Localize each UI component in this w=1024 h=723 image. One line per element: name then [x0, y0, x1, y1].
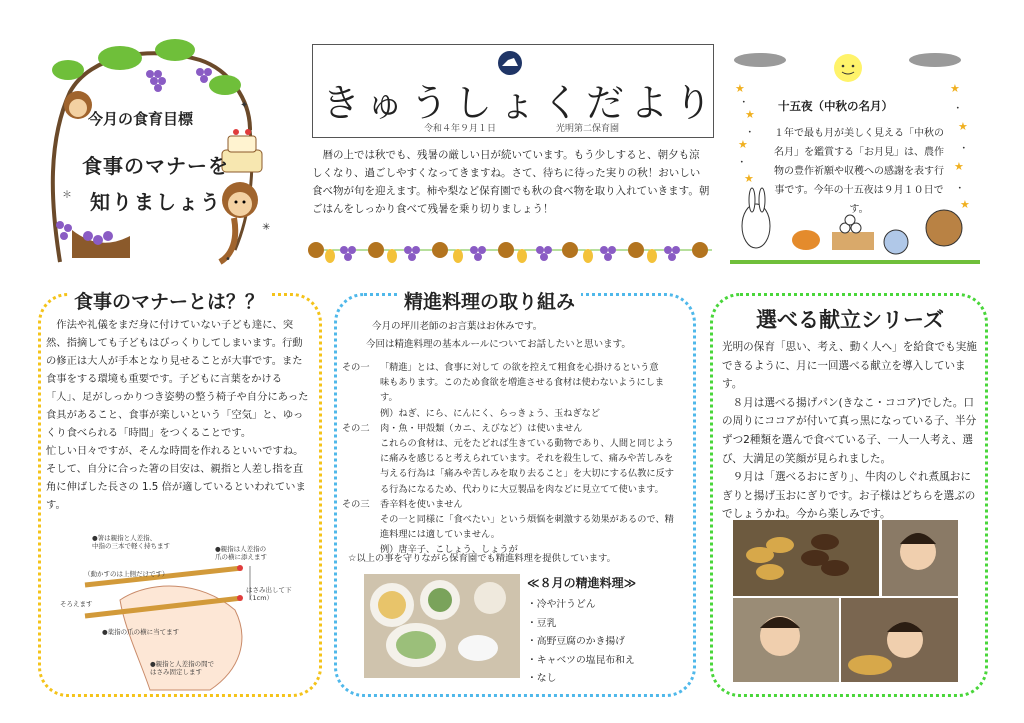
- intro-paragraph: 暦の上では秋でも、残暑の厳しい日が続いています。もう少しすると、朝夕も涼しくなり、過ごしやすくなってきますね。さて、待ちに待った実りの秋！おいしい食べ物が旬を迎えます。柿や梨など保育園でも秋の食べ物を取り入れていきます。朝ごはんをしっかり食べて残暑を乗り切りましょう！: [312, 149, 710, 215]
- chopsticks-caption-thumb: ●親指は人差指の 爪の横に添えます: [215, 545, 267, 561]
- rule-label: その三: [342, 498, 370, 510]
- rule-text: 肉・魚・甲殻類（カニ、えびなど）は使いません: [380, 422, 583, 434]
- svg-text:•: •: [740, 159, 744, 166]
- chopsticks-caption-fix: ●親指と人差指の間で はさみ固定します: [150, 660, 215, 676]
- svg-text:★: ★: [744, 172, 754, 185]
- newsletter-title: きゅうしょくだより: [322, 81, 719, 125]
- august-menu-list: [527, 596, 635, 689]
- rule-detail: これらの食材は、元をたどれば生きている動物であり、人間と同じように痛みを感じると考えられています。それを殺生して、痛みや苦しみを与える行為は「痛みや苦しみを取り去ること」を大切にする仏教に反する行為になるため、代わりに大豆製品を肉などに見立てて使います。: [380, 438, 674, 495]
- organization-name: 光明第二保育園: [556, 124, 620, 134]
- jugoya-text: １年で最も月が美しく見える「中秋の名月」を鑑賞する「お月見」は、農作物の豊作祈願や収穫への感謝を表す行事です。今年の十五夜は９月１０日です。: [774, 128, 944, 215]
- chestnut-grape-border: [308, 242, 712, 263]
- rule-item: [342, 497, 680, 558]
- svg-text:•: •: [956, 105, 960, 112]
- svg-text:✦: ✦: [240, 100, 249, 111]
- rule-item: [342, 421, 680, 497]
- menu-item: ・なし: [527, 673, 557, 684]
- menu-item: ・キャベツの塩昆布和え: [527, 654, 635, 666]
- chopsticks-caption-ring-finger: ●薬指の爪の横に当てます: [102, 628, 180, 636]
- chopsticks-caption-tip: はさみ出して下 （1cm）: [246, 586, 292, 602]
- shojin-footer: ☆以上の事を守りながら保育園でも精進料理を提供しています。: [348, 553, 616, 564]
- rule-detail: その一と同様に「食べたい」という煩悩を刺激する効果があるので、精進料理には適していません。 例）唐辛子、こしょう、しょうが: [380, 514, 674, 556]
- svg-text:✳: ✳: [262, 222, 271, 233]
- menu-item: ・冷や汁うどん: [527, 599, 596, 610]
- svg-text:•: •: [748, 129, 752, 136]
- svg-text:＊: ＊: [62, 190, 72, 201]
- rule-item: [342, 360, 680, 421]
- shojin-rules: [342, 360, 680, 558]
- chopsticks-caption-grip: ●箸は親指と人差指、 中指の三本で軽く持ちます: [92, 534, 170, 550]
- svg-text:★: ★: [745, 108, 755, 121]
- jugoya-title: 十五夜（中秋の名月）: [778, 99, 893, 113]
- rule-label: その二: [342, 422, 370, 434]
- shojin-lead: 今回は精進料理の基本ルールについてお話したいと思います。: [366, 339, 631, 350]
- svg-text:★: ★: [735, 82, 745, 95]
- manners-section-title: 食事のマナーとは？？: [68, 287, 270, 314]
- shojin-section-title: 精進料理の取り組み: [398, 287, 581, 314]
- svg-text:★: ★: [958, 120, 968, 133]
- choice-menu-section-title: 選べる献立シリーズ: [750, 304, 950, 334]
- svg-text:★: ★: [738, 138, 748, 151]
- svg-text:•: •: [962, 145, 966, 152]
- issue-date: 令和４年９月１日: [424, 124, 497, 134]
- chopsticks-caption-move: （動かすのは上側だけです）: [84, 570, 169, 578]
- rule-detail: 味もあります。このため食欲を増進させる食材は使わないようにします。 例）ねぎ、にら、にんにく、らっきょう、玉ねぎなど: [380, 377, 665, 419]
- monthly-goal-line1: 食事のマナーを: [82, 154, 229, 178]
- rule-text: 「精進」とは、食事に対して の欲を控えて粗食を心掛けるという意: [380, 362, 659, 373]
- shojin-note: 今月の坪川老師のお言葉はお休みです。: [372, 321, 543, 332]
- choice-menu-section-body: 光明の保育「思い、考え、動く人へ」を給食でも実施できるように、月に一回選べる献立を導入しています。 ８月は選べる揚げパン(きなこ・ココア)でした。口の周りにココアが付いて真っ黒になっている子、半分ずつ2種類を選んで食べている子、一人一人考え、選び、大満足の笑顔が見られました。 ９月は「選べるおにぎり」、牛肉のしぐれ煮風おにぎりと揚げ玉おにぎりです。お子様はどちらを選ぶのでしょうかね。今から楽しみです。: [722, 341, 977, 521]
- august-menu-title: ≪８月の精進料理≫: [527, 576, 637, 590]
- svg-text:★: ★: [950, 82, 960, 95]
- chopsticks-caption-align: そろえます: [60, 600, 93, 608]
- menu-item: ・高野豆腐のかき揚げ: [527, 636, 625, 647]
- monthly-goal-line2: 知りましょう: [90, 190, 222, 214]
- rule-text: 香辛料を使いません: [380, 498, 463, 510]
- manners-section-body: 作法や礼儀をまだ身に付けていない子ども達に、突然、指摘しても子どもはびっくりしてしまいます。行動の修正は大人が手本となり見せることが大事です。また食事をする環境も重要です。子どもに言葉をかける「人」、足がしっかりつき姿勢の整う椅子や自分にあった食具があること、食事が楽しいという「空気」と、ゆっくり食べられる「時間」をつくることです。 忙しい日々ですが、そんな時間を作れるといいですね。そして、自分に合った箸の目安は、親指と人差し指を直角に伸ばした長さの 1.5 倍が適しているといわれています。: [46, 319, 309, 511]
- svg-text:•: •: [958, 185, 962, 192]
- svg-text:•: •: [742, 99, 746, 106]
- svg-text:★: ★: [960, 198, 970, 211]
- svg-text:•: •: [225, 254, 231, 265]
- svg-text:★: ★: [954, 160, 964, 173]
- menu-item: ・豆乳: [527, 617, 557, 629]
- monthly-goal-heading: 今月の食育目標: [88, 110, 194, 128]
- rule-label: その一: [342, 362, 370, 373]
